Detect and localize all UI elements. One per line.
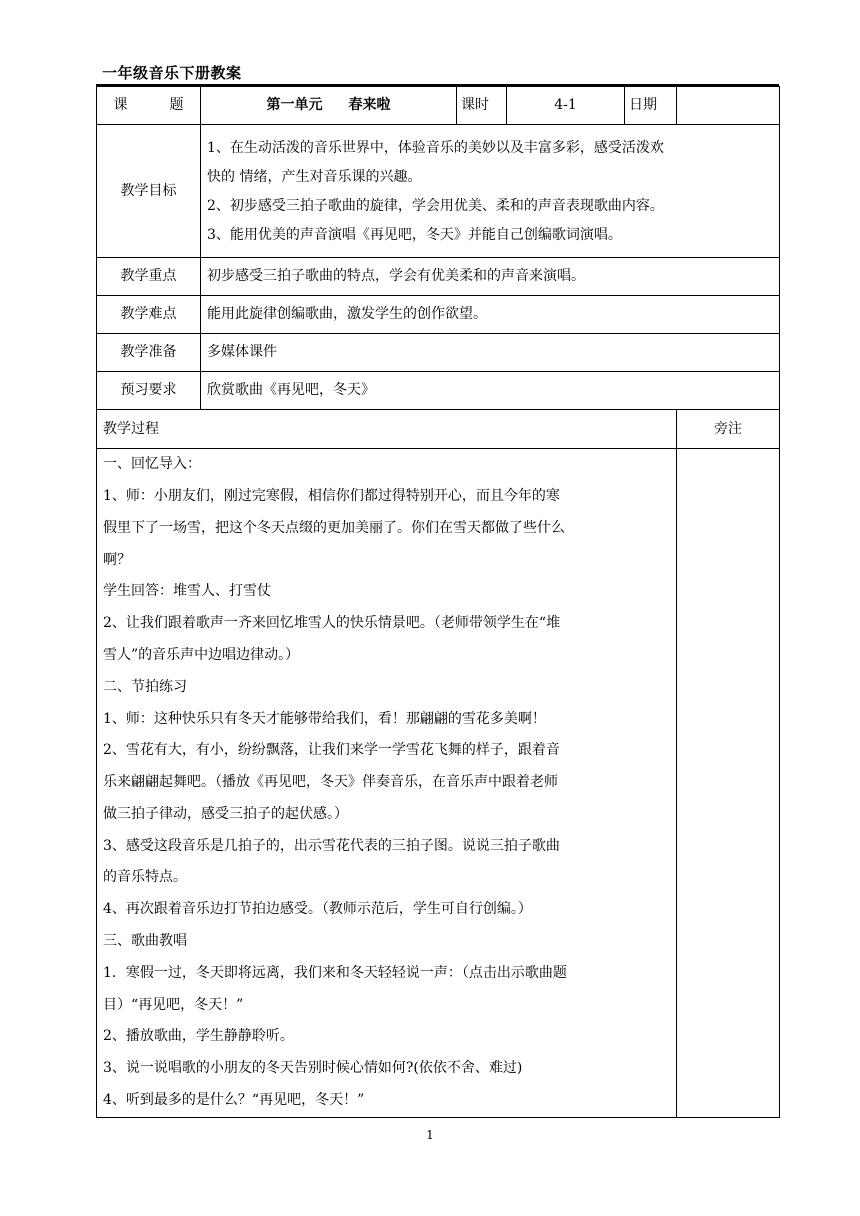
process-header: 教学过程 (97, 410, 677, 449)
topic-label-char-1: 课 (113, 97, 128, 113)
goal-line: 2、初步感受三拍子歌曲的旋律，学会用优美、柔和的声音表现歌曲内容。 (207, 198, 664, 214)
process-line: 1、师：这种快乐只有冬天才能够带给我们，看！那翩翩的雪花多美啊！ (103, 710, 546, 727)
difficulty-label: 教学难点 (97, 296, 201, 334)
process-line: 3、说一说唱歌的小朋友的冬天告别时候心情如何?(依依不舍、难过) (103, 1060, 523, 1077)
unit-name: 第一单元 (266, 97, 323, 113)
side-note-cell (677, 449, 780, 1118)
process-line: 4、再次跟着音乐边打节拍边感受。（教师示范后，学生可自行创编。） (103, 901, 532, 918)
process-line: 啊？ (103, 551, 131, 568)
process-line: 2、雪花有大，有小，纷纷飘落，让我们来学一学雪花飞舞的样子，跟着音 (103, 742, 560, 759)
process-line: 二、节拍练习 (103, 678, 187, 695)
process-row (97, 449, 780, 1118)
key-point-row (97, 258, 780, 296)
page-number: 1 (426, 1128, 434, 1142)
goal-line: 3、能用优美的声音演唱《再见吧，冬天》并能自己创编歌词演唱。 (207, 227, 622, 243)
key-point-label: 教学重点 (97, 258, 201, 296)
difficulty-text: 能用此旋律创编歌曲，激发学生的创作欲望。 (201, 296, 780, 334)
process-line: 1、师：小朋友们，刚过完寒假，相信你们都过得特别开心，而且今年的寒 (103, 487, 560, 504)
process-line: 雪人”的音乐声中边唱边律动。） (103, 646, 300, 663)
lesson-plan-table (96, 86, 780, 1118)
process-line: 做三拍子律动，感受三拍子的起伏感。） (103, 805, 348, 822)
preview-label: 预习要求 (97, 372, 201, 410)
process-line: 2、播放歌曲，学生静静聆听。 (103, 1028, 294, 1045)
goal-line: 1、在生动活泼的音乐世界中，体验音乐的美妙以及丰富多彩，感受活泼欢 (207, 140, 664, 156)
difficulty-row (97, 296, 780, 334)
topic-label (97, 87, 201, 125)
goals-label: 教学目标 (97, 125, 201, 258)
process-line: 2、让我们跟着歌声一齐来回忆堆雪人的快乐情景吧。（老师带领学生在“堆 (103, 615, 561, 632)
preparation-row (97, 334, 780, 372)
goals-row (97, 125, 780, 258)
preparation-label: 教学准备 (97, 334, 201, 372)
process-line: 目）“再见吧，冬天！” (103, 996, 244, 1013)
date-value (677, 87, 780, 125)
preview-text: 欣赏歌曲《再见吧，冬天》 (201, 372, 780, 410)
header-row (97, 87, 780, 125)
key-point-text: 初步感受三拍子歌曲的特点，学会有优美柔和的声音来演唱。 (201, 258, 780, 296)
document-title: 一年级音乐下册教案 (102, 64, 242, 82)
preparation-text: 多媒体课件 (201, 334, 780, 372)
preview-row (97, 372, 780, 410)
process-line: 学生回答：堆雪人、打雪仗 (103, 583, 271, 600)
process-line: 一、回忆导入： (103, 456, 201, 473)
process-line: 1．寒假一过，冬天即将远离，我们来和冬天轻轻说一声：（点击出示歌曲题 (103, 964, 567, 981)
side-note-header: 旁注 (677, 410, 780, 449)
period-value: 4-1 (507, 87, 625, 125)
process-line: 假里下了一场雪，把这个冬天点缀的更加美丽了。你们在雪天都做了些什么 (103, 519, 565, 536)
process-line: 3、感受这段音乐是几拍子的，出示雪花代表的三拍子图。说说三拍子歌曲 (103, 837, 560, 854)
process-header-row (97, 410, 780, 449)
topic-cell (201, 87, 457, 125)
process-line: 4、听到最多的是什么？“再见吧，冬天！” (103, 1092, 365, 1109)
song-name: 春来啦 (348, 97, 391, 113)
goals-content (201, 125, 780, 258)
process-line: 三、歌曲教唱 (103, 933, 187, 950)
process-content (97, 449, 677, 1118)
period-label: 课时 (457, 87, 507, 125)
goal-line: 快的 情绪，产生对音乐课的兴趣。 (207, 169, 422, 185)
process-line: 的音乐特点。 (103, 869, 187, 886)
process-line: 乐来翩翩起舞吧。（播放《再见吧，冬天》伴奏音乐，在音乐声中跟着老师 (103, 774, 558, 791)
date-label: 日期 (625, 87, 677, 125)
topic-label-char-2: 题 (169, 97, 184, 113)
